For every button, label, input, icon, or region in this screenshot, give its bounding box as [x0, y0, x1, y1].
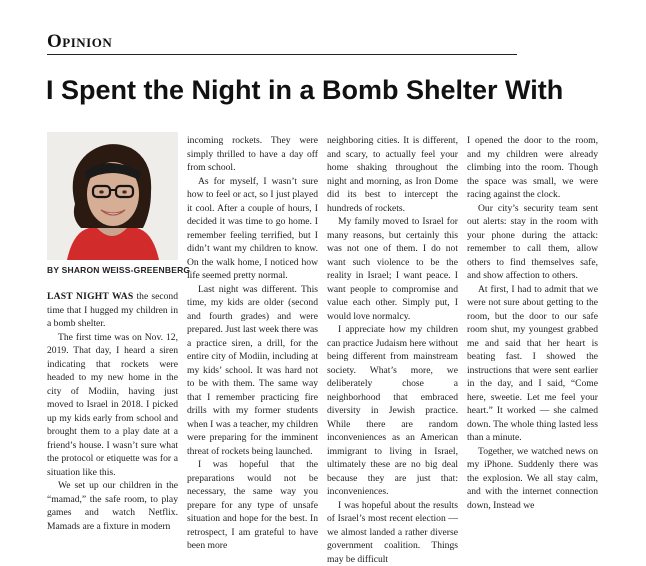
article-column-1 [47, 290, 178, 512]
lead-text: the second time that I hugged my children in a bomb shelter. [47, 291, 178, 329]
article-column-3 [327, 134, 458, 512]
paragraph: I was hopeful that the preparations would not be necessary, the same way you prepare for any type of unsafe situation and hope for the best. In retrospect, I am grateful to have been more [187, 458, 318, 553]
paragraph [47, 290, 178, 331]
article-column-2 [187, 134, 318, 512]
paragraph: Together, we watched news on my iPhone. Suddenly there was the explosion. We all stay calm, and with the internet connection down, Instead we [467, 445, 598, 513]
paragraph: My family moved to Israel for many reasons, but certainly this was not one of them. I do not want such violence to be the reality in Israel; I want peace. I want people to compromise and value each other. Simply put, I would love normalcy. [327, 215, 458, 323]
paragraph: As for myself, I wasn’t sure how to feel or act, so I just played it cool. After a couple of hours, I decided it was time to go home. I remember feeling terrified, but I didn’t want my children to know. On the walk home, I noticed how life seemed pretty normal. [187, 175, 318, 283]
lead-in: LAST NIGHT WAS [47, 291, 133, 302]
paragraph: neighboring cities. It is different, and scary, to actually feel your home shaking throughout the night and morning, as Iron Dome did its best to intercept the hundreds of rockets. [327, 134, 458, 215]
article-column-4 [467, 134, 598, 512]
paragraph: The first time was on Nov. 12, 2019. That day, I heard a siren indicating that rockets were headed to my new home in the city of Modiin, having just moved to Israel in 2018. I picked up my kids early from school and brought them to a play date at a friend’s house. I wasn’t sure what the protocol or etiquette was for a situation like this. [47, 331, 178, 480]
paragraph: At first, I had to admit that we were not sure about getting to the room, but the door to our safe room shut, my youngest grabbed me and said that her heart is beating fast. I showed the instructions that were sent earlier in the day, and I said, “Come here, sweetie. Let me feel your heart.” It worked — she calmed down. The whole thing lasted less than a minute. [467, 283, 598, 445]
paragraph: We set up our children in the “mamad,” the safe room, to play games and watch Netflix. Mamads are a fixture in modern [47, 479, 178, 533]
paragraph: incoming rockets. They were simply thrilled to have a day off from school. [187, 134, 318, 175]
section-label: Opinion [47, 31, 112, 53]
paragraph: I opened the door to the room, and my children were already climbing into the room. Though the space was small, we were racing against the clock. [467, 134, 598, 202]
headline: I Spent the Night in a Bomb Shelter With [46, 74, 646, 106]
paragraph: Last night was different. This time, my kids are older (second and fourth grades) and were prepared. Just last week there was a practice siren, a drill, for the entire city of Modiin, including at my kids’ school. It was hard not to be with them. The same way that I remember practicing fire drills with my former students when I was a teacher, my children were preparing for the imminent threat of rockets being launched. [187, 283, 318, 459]
paragraph: I appreciate how my children can practice Judaism here without being different from mainstream society. What’s more, we deliberately chose a neighborhood that embraced diversity in Jewish practice. While there are random inconveniences as an American immigrant to living in Israel, ultimately these are no big deal because they are just that: inconveniences. [327, 323, 458, 499]
byline: BY SHARON WEISS-GREENBERG [47, 265, 190, 275]
paragraph: I was hopeful about the results of Israel’s most recent election — we almost landed a rather diverse government coalition. Things may be difficult [327, 499, 458, 566]
section-rule [47, 54, 517, 55]
paragraph: Our city’s security team sent out alerts: stay in the room with your phone during the attack: remember to call them, allow others to find themselves safe, and show affection to others. [467, 202, 598, 283]
author-photo [47, 132, 178, 260]
